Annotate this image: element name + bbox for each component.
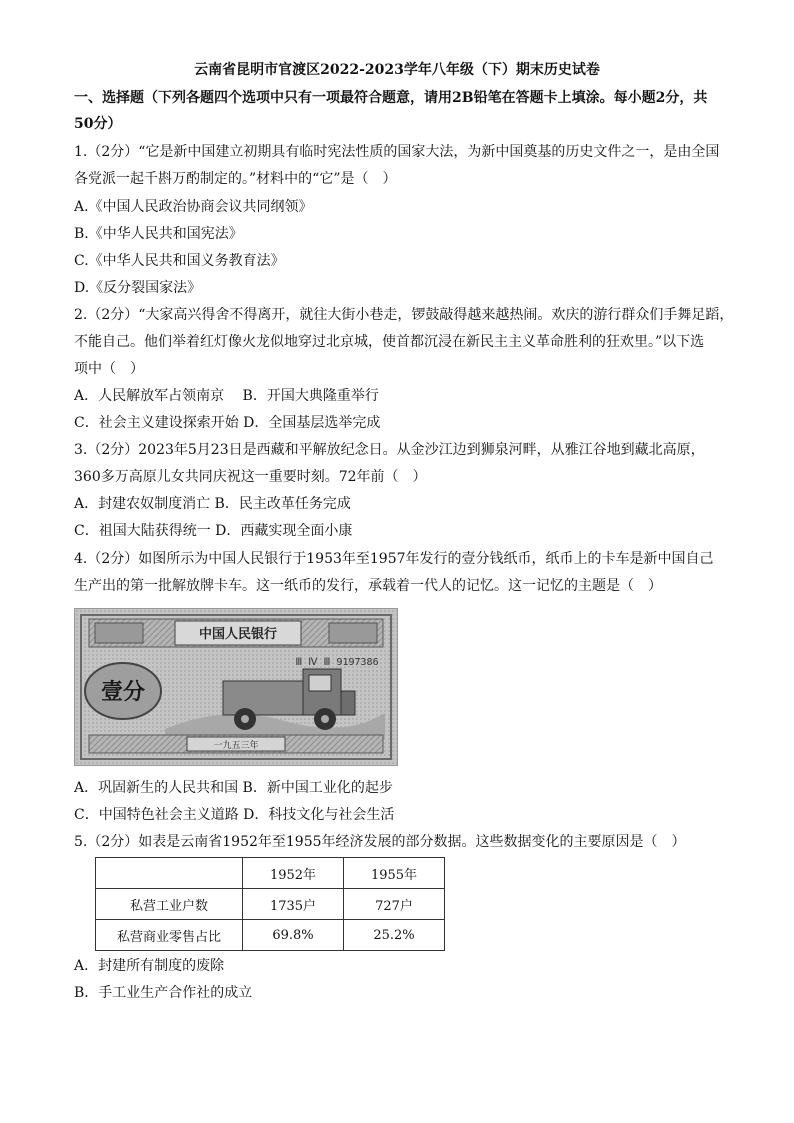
- table-cell: 私营工业户数: [96, 889, 243, 920]
- q5-option-b: B．手工业生产合作社的成立: [74, 985, 253, 1001]
- q3-options-ab: A．封建农奴制度消亡 B．民主改革任务完成: [74, 496, 351, 512]
- page-title: 云南省昆明市官渡区2022-2023学年八年级（下）期末历史试卷: [194, 62, 600, 78]
- table-header-cell: 1952年: [243, 858, 344, 889]
- q5-option-a: A．封建所有制度的废除: [74, 958, 225, 974]
- q1-option-a: A.《中国人民政治协商会议共同纲领》: [74, 199, 313, 215]
- q3-stem: 3.（2分）2023年5月23日是西藏和平解放纪念日。从金沙江边到狮泉河畔，从雅江谷地到藏北高原，: [74, 442, 705, 458]
- q1-stem-cont: 各党派一起千斟万酌制定的。”材料中的“它”是（ ）: [74, 171, 397, 187]
- banknote-image: [74, 608, 398, 766]
- table-header-cell: 1955年: [344, 858, 445, 889]
- q1-stem: 1.（2分）“它是新中国建立初期具有临时宪法性质的国家大法，为新中国奠基的历史文件之一，是由全国: [74, 144, 720, 160]
- q1-option-b: B.《中华人民共和国宪法》: [74, 226, 243, 242]
- table-cell: 私营商业零售占比: [96, 920, 243, 951]
- q2-stem-cont2: 项中（ ）: [74, 361, 144, 377]
- q4-options-ab: A．巩固新生的人民共和国 B．新中国工业化的起步: [74, 780, 393, 796]
- q3-options-cd: C．祖国大陆获得统一 D．西藏实现全面小康: [74, 523, 353, 539]
- issue-year: 一九五三年: [213, 741, 259, 751]
- table-cell: 25.2%: [344, 920, 445, 951]
- q2-stem-cont: 不能自己。他们举着红灯像火龙似地穿过北京城，使首都沉浸在新民主主义革命胜利的狂欢里。”以下选: [74, 334, 705, 350]
- q4-stem: 4.（2分）如图所示为中国人民银行于1953年至1957年发行的壹分钱纸币，纸币上的卡车是新中国自己: [74, 551, 714, 567]
- table-header-cell: [96, 858, 243, 889]
- section-heading: 一、选择题（下列各题四个选项中只有一项最符合题意，请用2B铅笔在答题卡上填涂。每小题2分，共: [74, 90, 708, 106]
- serial-number: Ⅲ Ⅳ Ⅲ 9197386: [295, 657, 379, 668]
- economy-data-table: [95, 857, 445, 951]
- q2-options-ab: A．人民解放军占领南京 B．开国大典隆重举行: [74, 388, 379, 404]
- table-row: [96, 920, 445, 951]
- q5-stem: 5.（2分）如表是云南省1952年至1955年经济发展的部分数据。这些数据变化的主要原因是（ ）: [74, 834, 686, 850]
- q1-option-c: C.《中华人民共和国义务教育法》: [74, 253, 285, 269]
- q2-options-cd: C．社会主义建设探索开始 D．全国基层选举完成: [74, 415, 381, 431]
- table-cell: 1735户: [243, 889, 344, 920]
- q4-stem-cont: 生产出的第一批解放牌卡车。这一纸币的发行，承载着一代人的记忆。这一记忆的主题是（ ）: [74, 578, 662, 594]
- table-cell: 727户: [344, 889, 445, 920]
- table-row: [96, 889, 445, 920]
- q2-stem: 2.（2分）“大家高兴得舍不得离开，就往大街小巷走，锣鼓敲得越来越热闹。欢庆的游行群众们手舞足蹈，: [74, 307, 734, 323]
- q3-stem-cont: 360多万高原儿女共同庆祝这一重要时刻。72年前（ ）: [74, 469, 427, 485]
- denomination-label: 壹分: [100, 679, 146, 705]
- q4-options-cd: C．中国特色社会主义道路 D．科技文化与社会生活: [74, 807, 395, 823]
- q1-option-d: D.《反分裂国家法》: [74, 280, 202, 296]
- bank-name: 中国人民银行: [198, 627, 278, 642]
- table-header-row: [96, 858, 445, 889]
- table-cell: 69.8%: [243, 920, 344, 951]
- section-heading-cont: 50分）: [74, 116, 122, 132]
